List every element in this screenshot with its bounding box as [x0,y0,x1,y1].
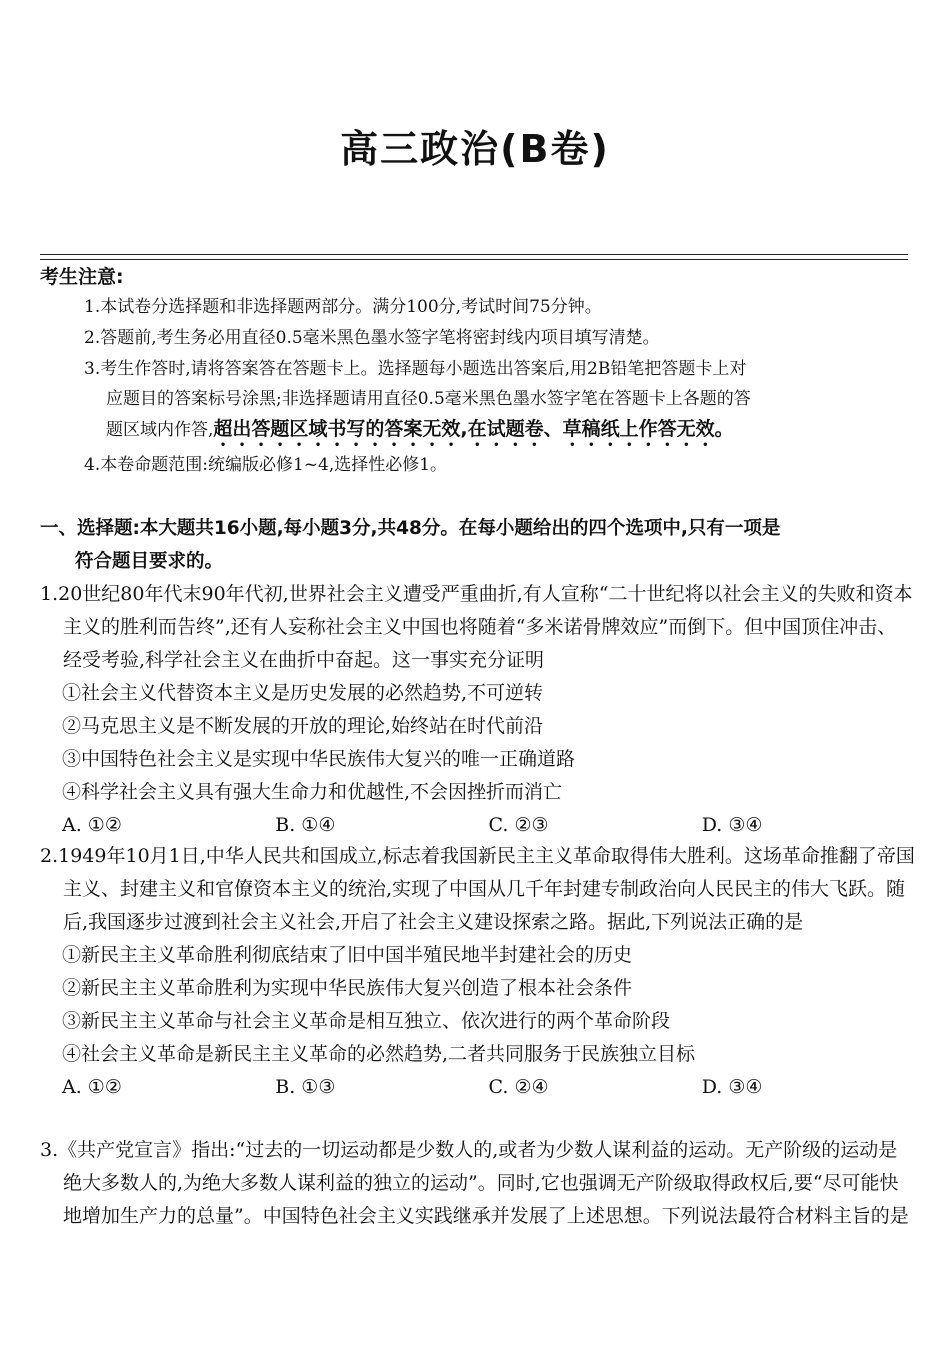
question-2-choice-d: D. ③④ [701,1076,763,1098]
question-2-choice-c: C. ②④ [488,1076,549,1098]
question-3-stem-line: 的运动是绝大多数人的,为绝大多数人谋利益的独立的运动”。同时,它也强调无产阶级取得 [63,1139,898,1194]
question-2-stem-line: 革命推翻了帝国主义、封建主义和官僚资本主义的统治,实现了中国从几千年封建专制政治 [63,845,915,900]
page-title: 高三政治(B卷) [340,127,610,171]
notice-item-3 [84,354,914,451]
notice-item-4: 4.本卷命题范围:统编版必修1~4,选择性必修1。 [84,455,448,475]
section-heading [40,512,915,578]
section-heading-line-2: 符合题目要求的。 [75,551,224,572]
question-3-stem-line: 3.《共产党宣言》指出:“过去的一切运动都是少数人的,或者为少数人谋利益的运动。无产阶级 [40,1139,822,1161]
question-1-choice-c: C. ②③ [488,814,549,836]
divider-bottom [40,259,908,260]
notice-heading: 考生注意: [40,266,124,288]
question-1-stem [40,578,915,677]
question-1-stem-line: 而倒下。但中国顶住冲击、经受考验,科学社会主义在曲折中奋起。这一事实充分证明 [63,616,897,671]
question-1 [40,578,915,842]
question-2-choice-a: A. ①② [62,1076,122,1098]
notice-item-3-line-1: 3.考生作答时,请将答案答在答题卡上。选择题每小题选出答案后,用2B铅笔把答题卡上对 [84,359,747,379]
question-2-stem [40,840,915,939]
notice-emphasis-text: 超出答题区域书写的答案无效,在试题卷、草稿纸上作答无效。 [213,418,734,440]
question-2-option-1: ①新民主主义革命胜利彻底结束了旧中国半殖民地半封建社会的历史 [62,944,633,966]
question-2-choices [40,1071,915,1104]
question-1-option-2: ②马克思主义是不断发展的开放的理论,始终站在时代前沿 [62,715,544,737]
question-1-choice-d: D. ③④ [701,814,763,836]
question-2-choice-b: B. ①③ [275,1076,336,1098]
notice-item-2: 2.答题前,考生务必用直径0.5毫米黑色墨水签字笔将密封线内项目填写清楚。 [84,328,660,348]
question-1-choice-a: A. ①② [62,814,122,836]
divider-top [40,254,908,255]
notice-item-1: 1.本试卷分选择题和非选择题两部分。满分100分,考试时间75分钟。 [84,297,602,317]
question-2-stem-line: 向人民民主的伟大飞跃。随后,我国逐步过渡到社会主义社会,开启了社会主义建设探索之 [63,878,906,933]
question-1-choice-b: B. ①④ [275,814,336,836]
notice-item-3-line-2: 应题目的答案标号涂黑;非选择题请用直径0.5毫米黑色墨水签字笔在答题卡上各题的答 [106,389,751,409]
question-2-option-2: ②新民主主义革命胜利为实现中华民族伟大复兴创造了根本社会条件 [62,977,633,999]
question-3-stem [40,1134,915,1233]
question-1-option-4: ④科学社会主义具有强大生命力和优越性,不会因挫折而消亡 [62,781,563,803]
question-2-option-4: ④社会主义革命是新民主主义革命的必然趋势,二者共同服务于民族独立目标 [62,1043,696,1065]
question-1-choices [40,809,915,842]
question-1-stem-line: 义的失败和资本主义的胜利而告终”,还有人妄称社会主义中国也将随着“多米诺骨牌效应” [63,583,913,638]
question-3-stem-line: 政权后,要“尽可能快地增加生产力的总量”。中国特色社会主义实践继承并发展了上述思 [63,1172,899,1227]
notice-item-3-line-3 [84,414,914,451]
question-1-option-1: ①社会主义代替资本主义是历史发展的必然趋势,不可逆转 [62,682,544,704]
question-3 [40,1134,915,1233]
question-2-option-3: ③新民主主义革命与社会主义革命是相互独立、依次进行的两个革命阶段 [62,1010,671,1032]
question-2-stem-line: 2.1949年10月1日,中华人民共和国成立,标志着我国新民主主义革命取得伟大胜利。这场 [40,845,782,867]
question-2-stem-line: 路。据此,下列说法正确的是 [569,911,804,933]
section-heading-line-1: 一、选择题:本大题共16小题,每小题3分,共48分。在每小题给出的四个选项中,只有一项是 [40,518,781,539]
question-1-option-3: ③中国特色社会主义是实现中华民族伟大复兴的唯一正确道路 [62,748,576,770]
question-3-stem-line: 想。下列说法最符合材料主旨的是 [623,1205,909,1227]
question-1-stem-line: 1.20世纪80年代末90年代初,世界社会主义遭受严重曲折,有人宣称“二十世纪将以社会主 [40,583,780,605]
question-2 [40,840,915,1104]
notice-item-3-line-3-start: 题区域内作答, [106,420,214,440]
